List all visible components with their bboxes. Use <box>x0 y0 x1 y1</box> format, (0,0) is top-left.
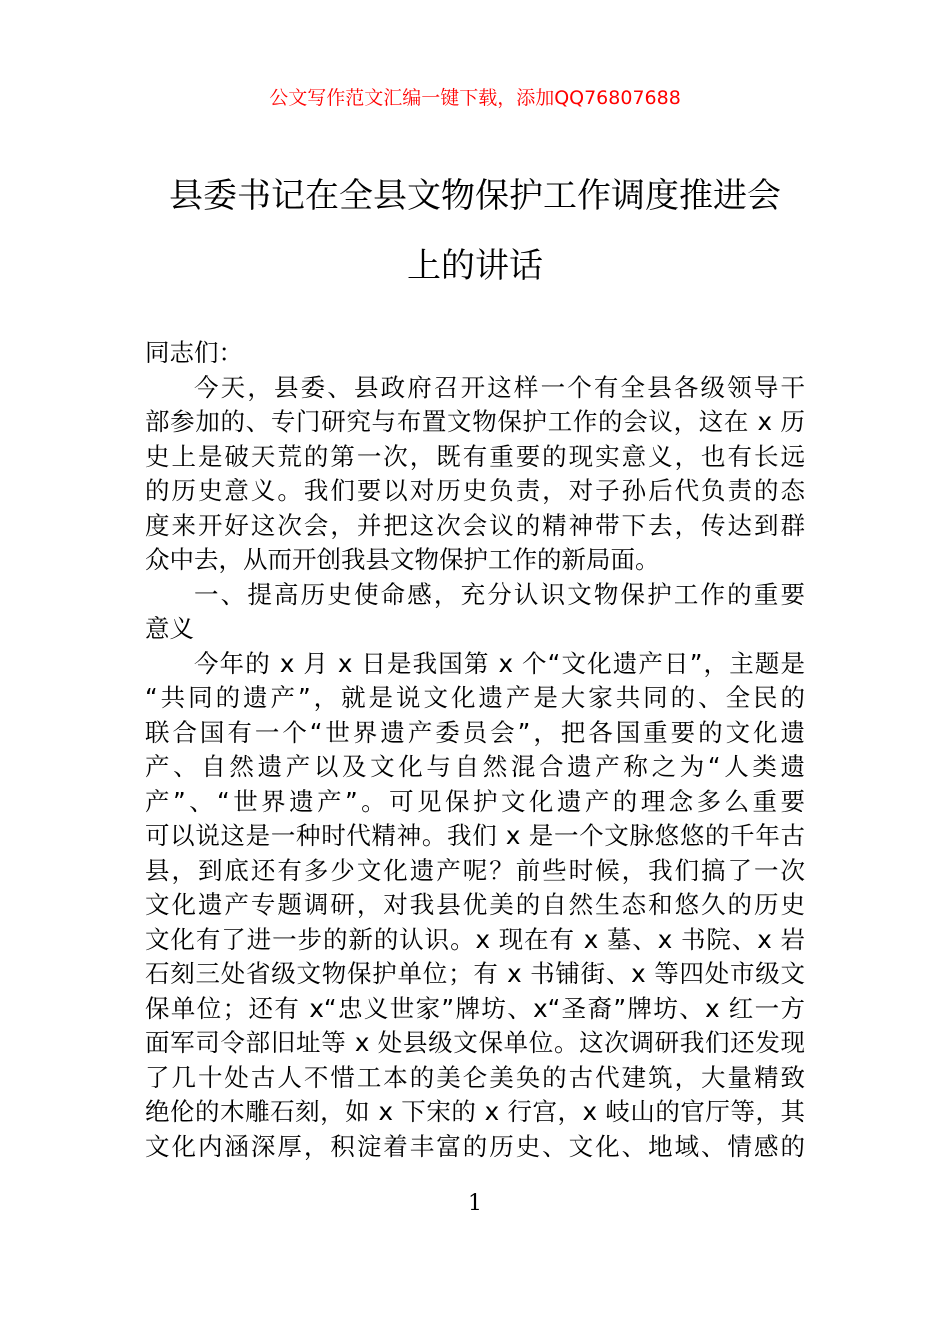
body-line: 了几十处古人不惜工本的美仑美奂的古代建筑，大量精致 <box>145 1063 805 1092</box>
section-heading: 意义 <box>145 614 194 643</box>
body-line: 部参加的、专门研究与布置文物保护工作的会议，这在 x 历 <box>145 407 805 436</box>
body-line: 史上是破天荒的第一次，既有重要的现实意义，也有长远 <box>145 442 805 471</box>
body-line: 保单位；还有 x“忠义世家”牌坊、x“圣裔”牌坊、x 红一方 <box>145 994 805 1023</box>
document-title-line-2: 上的讲话 <box>407 246 543 286</box>
body-line: 绝伦的木雕石刻，如 x 下宋的 x 行宫，x 岐山的官厅等，其 <box>145 1097 805 1126</box>
body-line: 产”、“世界遗产”。可见保护文化遗产的理念多么重要 <box>145 787 805 816</box>
body-line: 的历史意义。我们要以对历史负责，对子孙后代负责的态 <box>145 476 805 505</box>
body-line: 今年的 x 月 x 日是我国第 x 个“文化遗产日”，主题是 <box>194 649 805 678</box>
body-line: 石刻三处省级文物保护单位；有 x 书铺街、x 等四处市级文 <box>145 959 805 988</box>
body-line: 文化遗产专题调研，对我县优美的自然生态和悠久的历史 <box>145 890 805 919</box>
body-line: 今天，县委、县政府召开这样一个有全县各级领导干 <box>194 373 805 402</box>
body-line: 众中去，从而开创我县文物保护工作的新局面。 <box>145 545 660 574</box>
section-heading: 一、提高历史使命感，充分认识文物保护工作的重要 <box>194 580 805 609</box>
page-number: 1 <box>468 1191 482 1216</box>
salutation: 同志们： <box>145 338 243 367</box>
body-line: 产、自然遗产以及文化与自然混合遗产称之为“人类遗 <box>145 752 805 781</box>
body-line: 度来开好这次会，并把这次会议的精神带下去，传达到群 <box>145 511 805 540</box>
body-line: “共同的遗产”，就是说文化遗产是大家共同的、全民的 <box>145 683 805 712</box>
header-download-notice: 公文写作范文汇编一键下载，添加QQ76807688 <box>269 87 681 109</box>
body-line: 联合国有一个“世界遗产委员会”，把各国重要的文化遗 <box>145 718 805 747</box>
body-line: 可以说这是一种时代精神。我们 x 是一个文脉悠悠的千年古 <box>145 821 805 850</box>
body-line: 文化内涵深厚，积淀着丰富的历史、文化、地域、情感的 <box>145 1132 805 1161</box>
body-line: 县，到底还有多少文化遗产呢？前些时候，我们搞了一次 <box>145 856 805 885</box>
document-title-line-1: 县委书记在全县文物保护工作调度推进会 <box>169 176 781 216</box>
body-line: 面军司令部旧址等 x 处县级文保单位。这次调研我们还发现 <box>145 1028 805 1057</box>
body-line: 文化有了进一步的新的认识。x 现在有 x 墓、x 书院、x 岩 <box>145 925 805 954</box>
